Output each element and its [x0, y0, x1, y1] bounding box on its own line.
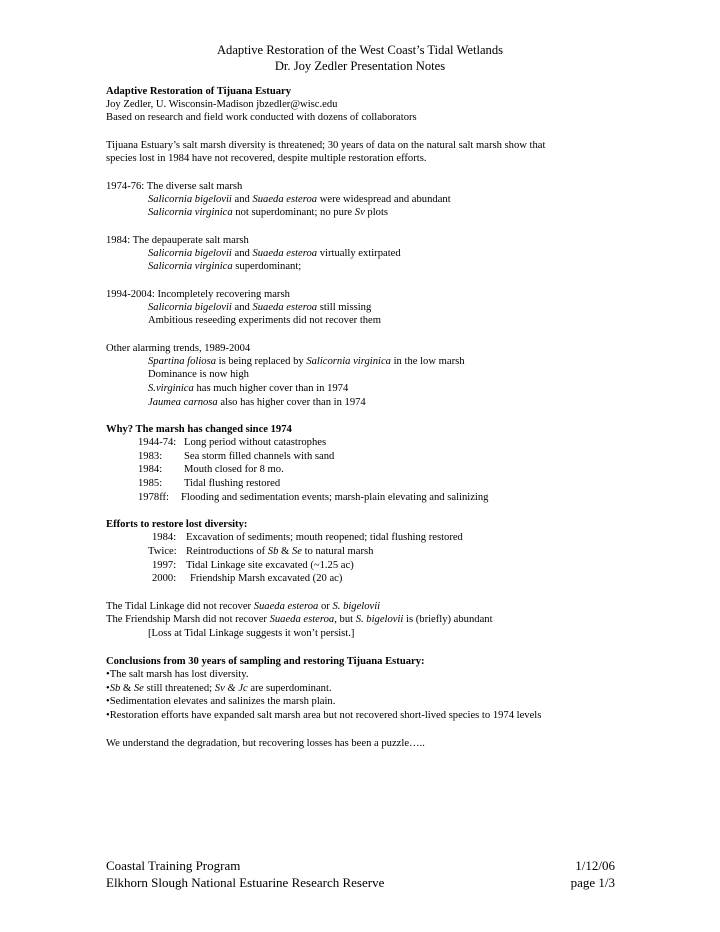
effort-item: 2000: Friendship Marsh excavated (20 ac) — [152, 573, 343, 584]
conclusion-item: •Restoration efforts have expanded salt marsh area but not recovered short-lived species to 1974 levels — [106, 710, 542, 721]
summary-line-1: Tijuana Estuary’s salt marsh diversity is threatened; 30 years of data on the natural salt marsh show that — [106, 140, 546, 151]
section-1984-heading: 1984: The depauperate salt marsh — [106, 235, 249, 246]
document-title: Adaptive Restoration of the West Coast’s Tidal Wetlands — [216, 43, 504, 57]
conclusion-item: •Sedimentation elevates and salinizes the marsh plain. — [106, 696, 336, 707]
outcome-line-1: The Tidal Linkage did not recover Suaeda esteroa or S. bigelovii — [106, 601, 381, 612]
outcome-line-2: The Friendship Marsh did not recover Suaeda esteroa, but S. bigelovii is (briefly) abundant — [106, 614, 493, 625]
why-item: 1978ff: Flooding and sedimentation events; marsh-plain elevating and salinizing — [138, 492, 489, 503]
document-subtitle: Dr. Joy Zedler Presentation Notes — [274, 59, 446, 73]
summary-line-2: species lost in 1984 have not recovered, despite multiple restoration efforts. — [106, 153, 427, 164]
why-heading: Why? The marsh has changed since 1974 — [106, 424, 292, 435]
trends-line-b: Dominance is now high — [148, 369, 249, 380]
trends-heading: Other alarming trends, 1989-2004 — [106, 343, 251, 354]
effort-item: 1997: Tidal Linkage site excavated (~1.25 ac) — [152, 560, 354, 571]
footer-date: 1/12/06 — [575, 858, 615, 873]
why-item: 1944-74: Long period without catastrophes — [138, 437, 327, 448]
section-1974-line-b: Salicornia virginica not superdominant; no pure Sv plots — [148, 207, 389, 218]
conclusion-item: •Sb & Se still threatened; Sv & Jc are superdominant. — [106, 683, 332, 694]
conclusion-item: •The salt marsh has lost diversity. — [106, 669, 249, 680]
section-1984-line-a: Salicornia bigelovii and Suaeda esteroa virtually extirpated — [148, 248, 401, 259]
conclusions-heading: Conclusions from 30 years of sampling and restoring Tijuana Estuary: — [106, 656, 425, 667]
why-item: 1984: Mouth closed for 8 mo. — [138, 464, 284, 475]
closing-line: We understand the degradation, but recovering losses has been a puzzle….. — [106, 738, 425, 749]
trends-line-c: S.virginica has much higher cover than in 1974 — [148, 383, 349, 394]
trends-line-a: Spartina foliosa is being replaced by Salicornia virginica in the low marsh — [148, 356, 465, 367]
efforts-heading: Efforts to restore lost diversity: — [106, 519, 248, 530]
section-1994-heading: 1994-2004: Incompletely recovering marsh — [106, 289, 290, 300]
section-1994-line-a: Salicornia bigelovii and Suaeda esteroa still missing — [148, 302, 372, 313]
effort-item: Twice: Reintroductions of Sb & Se to natural marsh — [148, 546, 374, 557]
author-line: Joy Zedler, U. Wisconsin-Madison jbzedler@wisc.edu — [106, 99, 338, 110]
why-item: 1985: Tidal flushing restored — [138, 478, 281, 489]
section-1984-line-b: Salicornia virginica superdominant; — [148, 261, 302, 272]
intro-heading: Adaptive Restoration of Tijuana Estuary — [106, 86, 292, 97]
footer-page-number: page 1/3 — [570, 875, 615, 890]
trends-line-d: Jaumea carnosa also has higher cover than in 1974 — [148, 397, 366, 408]
footer-reserve: Elkhorn Slough National Estuarine Research Reserve — [106, 875, 385, 890]
outcome-line-3: [Loss at Tidal Linkage suggests it won’t persist.] — [148, 628, 355, 639]
section-1994-line-b: Ambitious reseeding experiments did not recover them — [148, 315, 382, 326]
why-item: 1983: Sea storm filled channels with sand — [138, 451, 335, 462]
section-1974-line-a: Salicornia bigelovii and Suaeda esteroa were widespread and abundant — [148, 194, 451, 205]
footer-program: Coastal Training Program — [106, 858, 241, 873]
section-1974-heading: 1974-76: The diverse salt marsh — [106, 181, 243, 192]
effort-item: 1984: Excavation of sediments; mouth reopened; tidal flushing restored — [152, 532, 463, 543]
basis-line: Based on research and field work conducted with dozens of collaborators — [106, 112, 417, 123]
